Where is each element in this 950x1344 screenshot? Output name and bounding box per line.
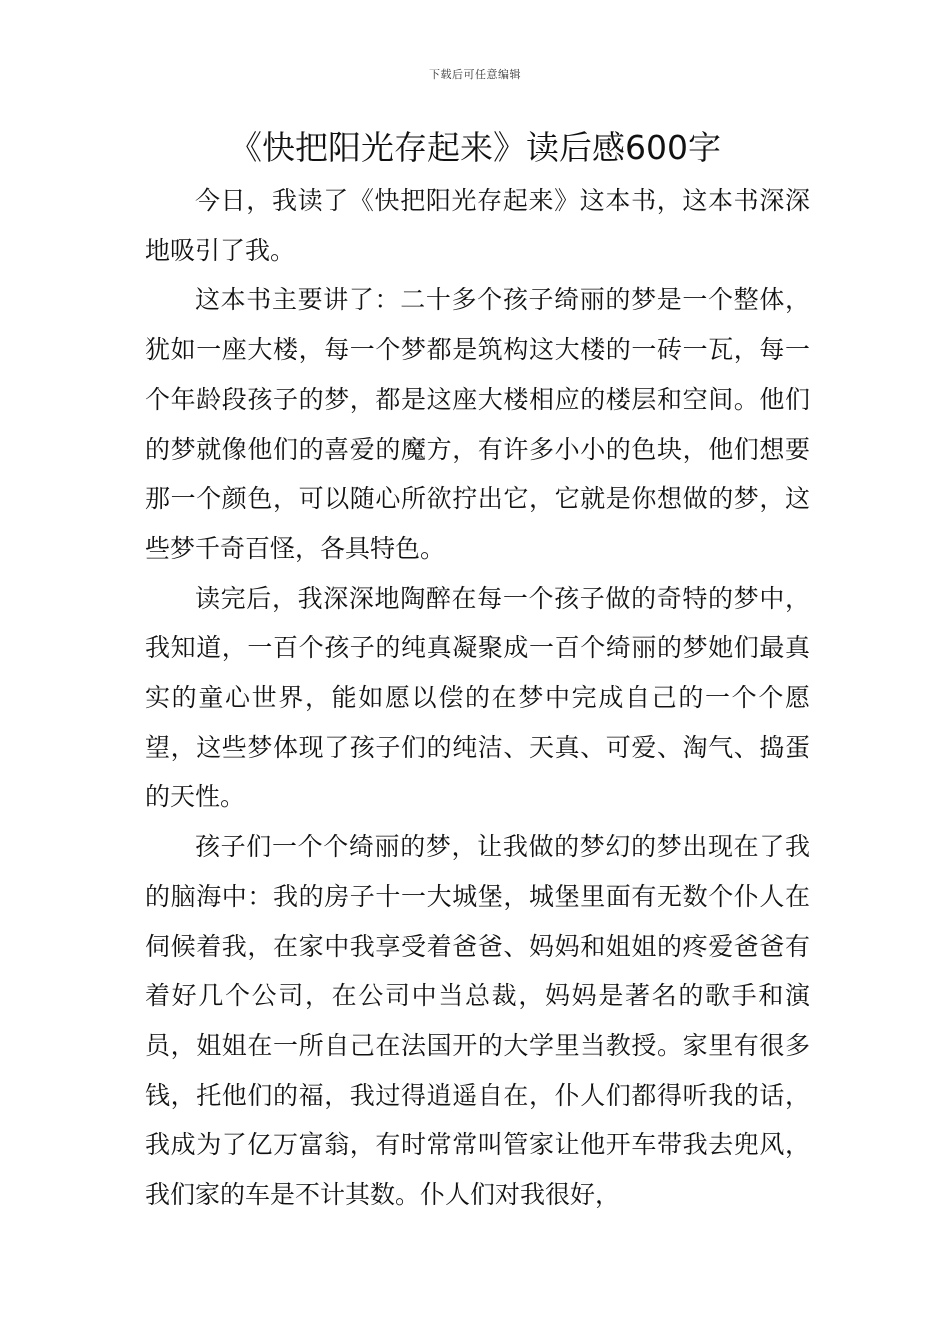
paragraph: 读完后，我深深地陶醉在每一个孩子做的奇特的梦中，我知道，一百个孩子的纯真凝聚成一百个绮丽的梦她们最真实的童心世界，能如愿以偿的在梦中完成自己的一个个愿望，这些梦体现了孩子们的纯洁、天真、可爱、淘气、捣蛋的天性。 bbox=[145, 583, 810, 812]
header-note: 下载后可任意编辑 bbox=[429, 68, 521, 81]
paragraph: 这本书主要讲了：二十多个孩子绮丽的梦是一个整体，犹如一座大楼，每一个梦都是筑构这大楼的一砖一瓦，每一个年龄段孩子的梦，都是这座大楼相应的楼层和空间。他们的梦就像他们的喜爱的魔方，有许多小小的色块，他们想要那一个颜色，可以随心所欲拧出它，它就是你想做的梦，这些梦千奇百怪，各具特色。 bbox=[145, 285, 810, 563]
document-title: 《快把阳光存起来》读后感600字 bbox=[229, 128, 721, 167]
paragraph: 孩子们一个个绮丽的梦，让我做的梦幻的梦出现在了我的脑海中：我的房子十一大城堡，城堡里面有无数个仆人在伺候着我，在家中我享受着爸爸、妈妈和姐姐的疼爱爸爸有着好几个公司，在公司中当总裁，妈妈是著名的歌手和演员，姐姐在一所自己在法国开的大学里当教授。家里有很多钱，托他们的福，我过得逍遥自在，仆人们都得听我的话，我成为了亿万富翁，有时常常叫管家让他开车带我去兜风，我们家的车是不计其数。仆人们对我很好， bbox=[145, 832, 810, 1210]
paragraph: 今日，我读了《快把阳光存起来》这本书，这本书深深地吸引了我。 bbox=[145, 186, 810, 265]
document-body bbox=[145, 176, 810, 1220]
